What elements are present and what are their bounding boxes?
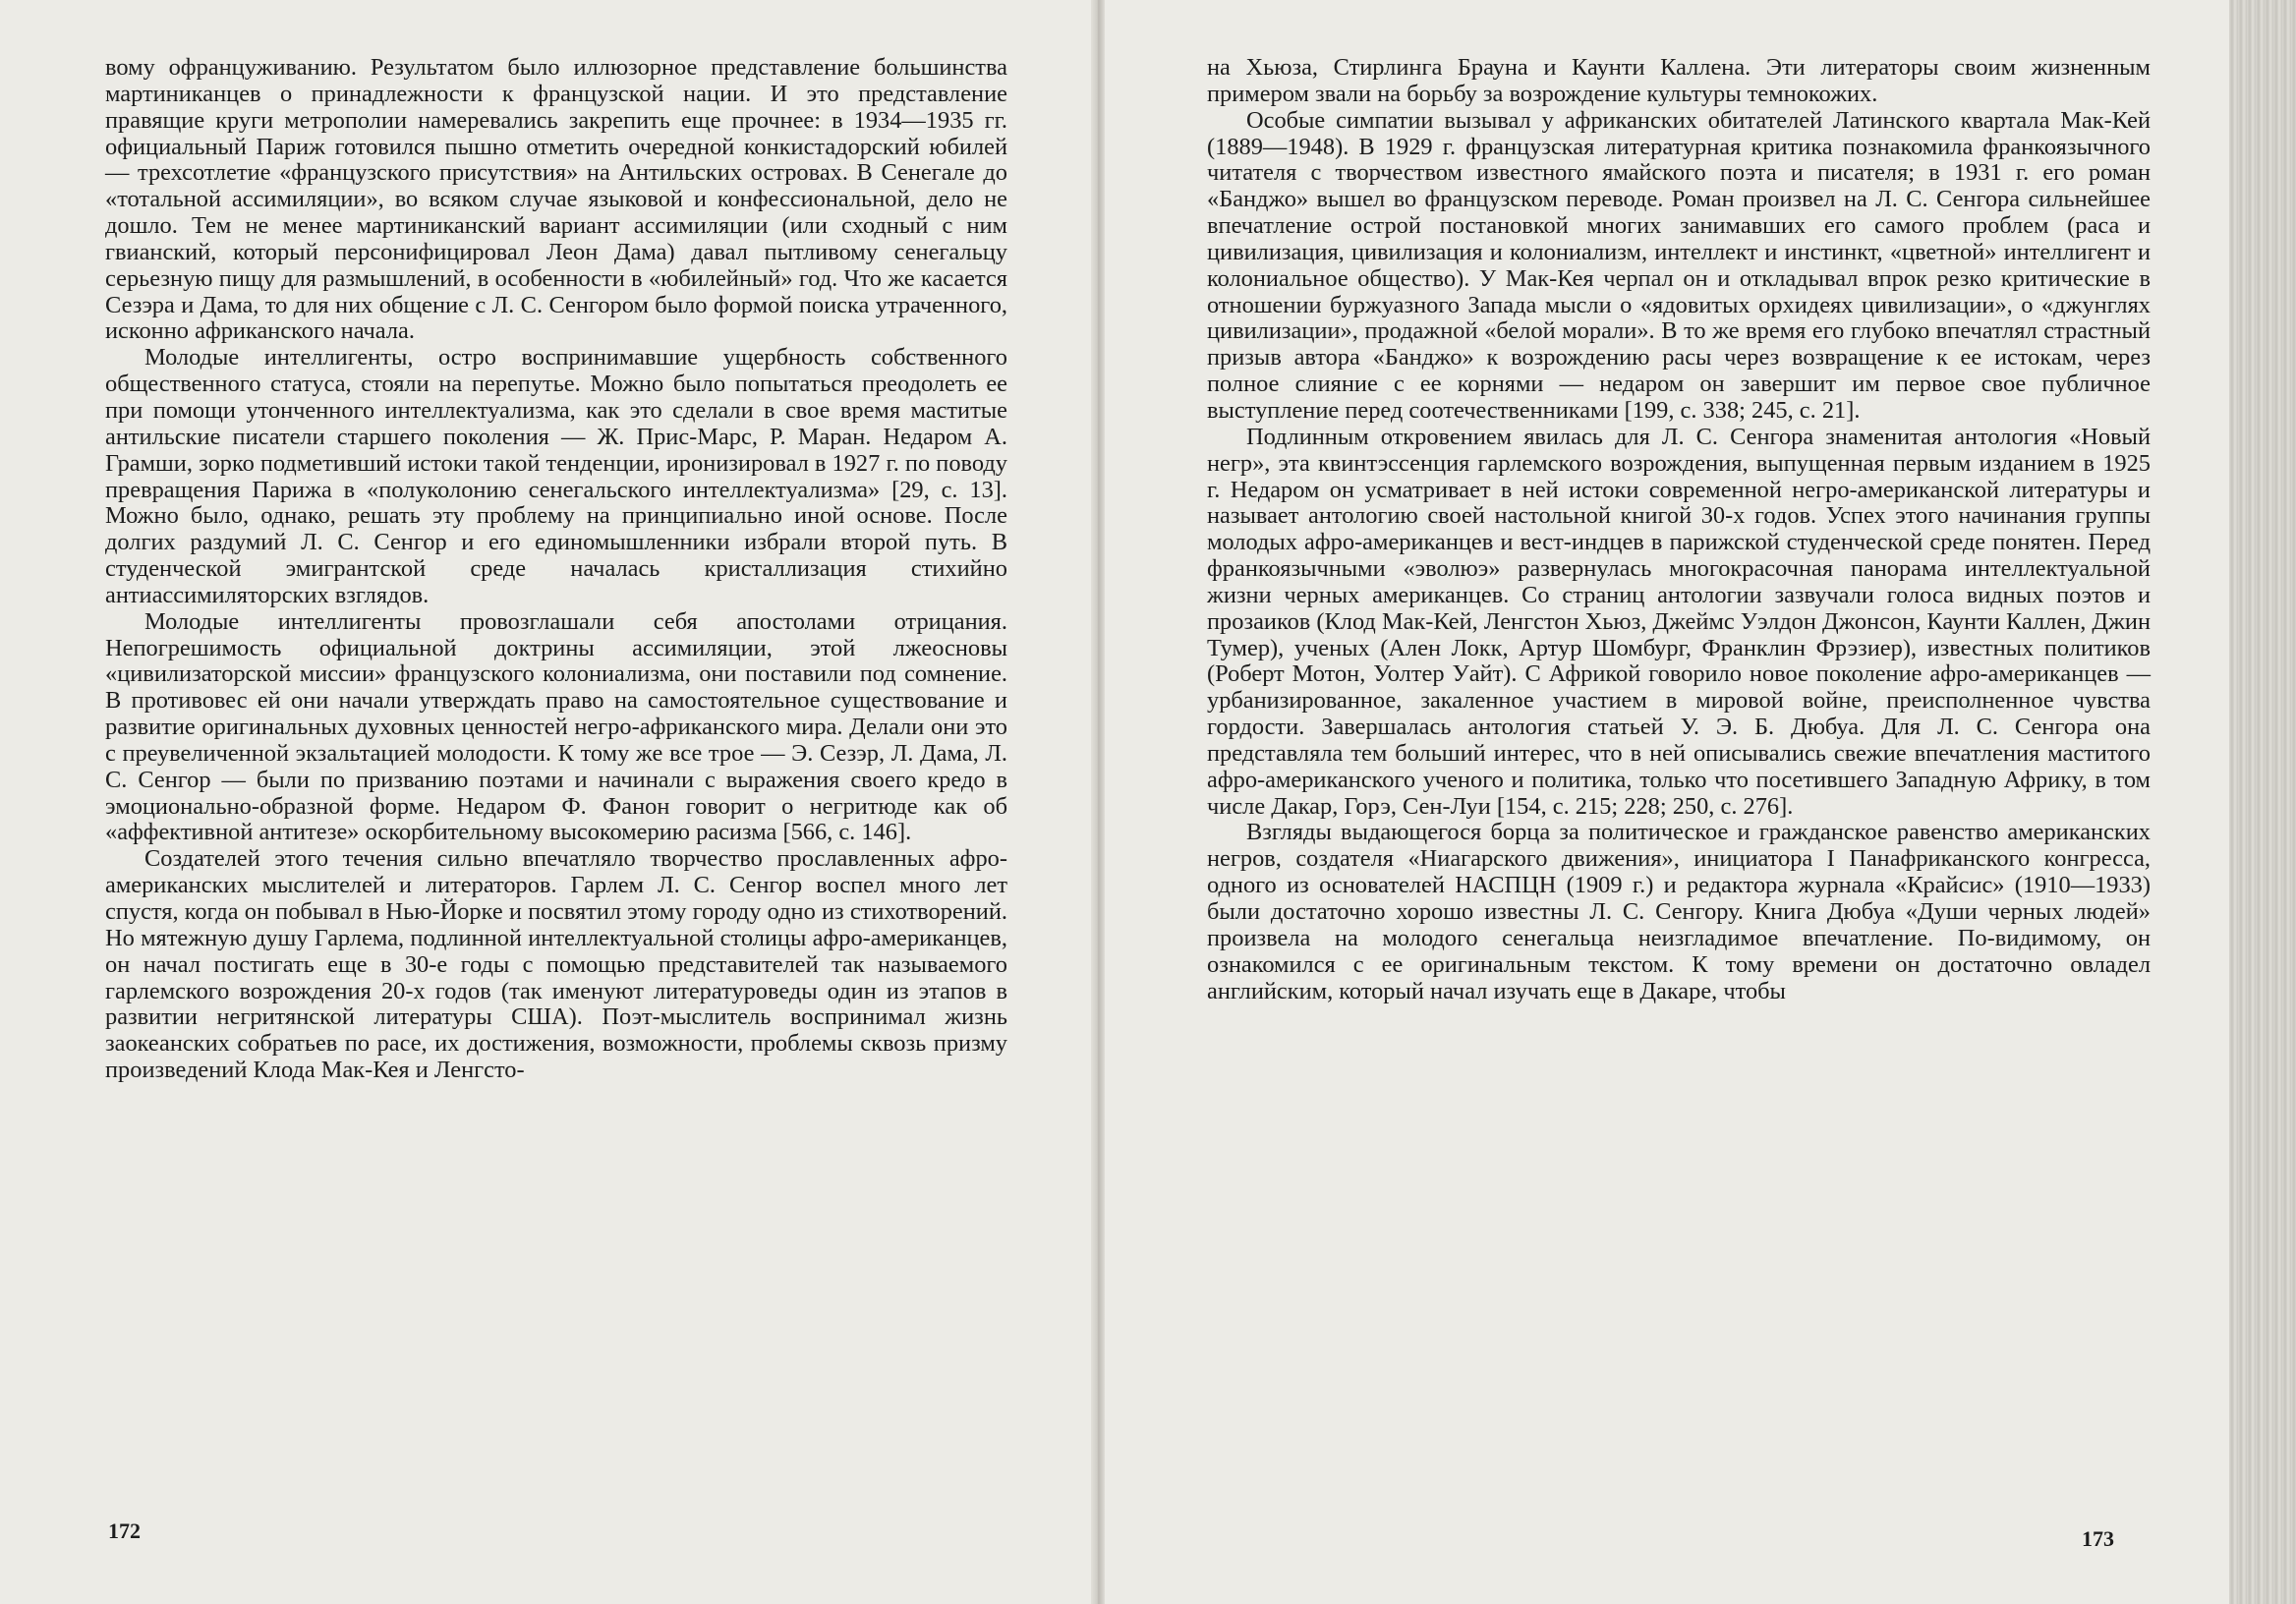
paragraph: Молодые интеллигенты провозглашали себя апостолами отрицания. Непогрешимость официальной доктрины ассимиляции, этой лжеосновы «цивилизаторской миссии» французского колониализма, они поставили под сомнение. В противовес ей они начали утверждать право на самостоятельное существование и развитие оригинальных духовных ценностей негро-африканского мира. Делали они это с преувеличенной экзальтацией молодости. К тому же все трое — Э. Сезэр, Л. Дама, Л. С. Сенгор — были по призванию поэтами и начинали с выражения своего кредо в эмоционально-образной форме. Недаром Ф. Фанон говорит о негритюде как об «аффективной антитезе» оскорбительному высокомерию расизма [566, с. 146]. <box>105 607 1007 846</box>
page-number-left: 172 <box>108 1518 141 1543</box>
paragraph: на Хьюза, Стирлинга Брауна и Каунти Каллена. Эти литераторы своим жизненным примером звали на борьбу за возрождение культуры темнокожих. <box>1207 54 2151 107</box>
paragraph: Особые симпатии вызывал у африканских обитателей Латинского квартала Мак-Кей (1889—1948). В 1929 г. французская литературная критика познакомила франкоязычного читателя с творчеством известного ямайского поэта и писателя; в 1931 г. его роман «Банджо» вышел во французском переводе. Роман произвел на Л. С. Сенгора сильнейшее впечатление острой постановкой многих занимавших его самого проблем (раса и цивилизация, цивилизация и колониализм, интеллект и инстинкт, «цветной» интеллигент и колониальное общество). У Мак-Кея черпал он и откладывал впрок резко критические в отношении буржуазного Запада мысли о «ядовитых орхидеях цивилизации», о «джунглях цивилизации», продажной «белой морали». В то же время его глубоко впечатлял страстный призыв автора «Банджо» к возрождению расы через возвращение к ее истокам, через полное слияние с ее корнями — недаром он завершит им первое свое публичное выступление перед соотечественниками [199, с. 338; 245, с. 21]. <box>1207 106 2151 424</box>
right-page-text <box>1207 55 2151 1004</box>
paragraph: Молодые интеллигенты, остро воспринимавшие ущербность собственного общественного статуса, стояли на перепутье. Можно было попытаться преодолеть ее при помощи утонченного интеллектуализма, как это сделали в свое время маститые антильские писатели старшего поколения — Ж. Прис-Марс, Р. Маран. Недаром А. Грамши, зорко подметивший истоки такой тенденции, иронизировал в 1927 г. по поводу превращения Парижа в «полуколонию сенегальского интеллектуализма» [29, с. 13]. Можно было, однако, решать эту проблему на принципиально иной основе. После долгих раздумий Л. С. Сенгор и его единомышленники избрали второй путь. В студенческой эмигрантской среде началась кристаллизация стихийно антиассимиляторских взглядов. <box>105 344 1007 608</box>
left-page-text <box>105 55 1007 1084</box>
right-page <box>1099 0 2229 1604</box>
paragraph: Подлинным откровением явилась для Л. С. Сенгора знаменитая антология «Новый негр», эта квинтэссенция гарлемского возрождения, выпущенная первым изданием в 1925 г. Недаром он усматривает в ней истоки современной негро-американской литературы и называет антологию своей настольной книгой 30-х годов. Успех этого начинания группы молодых афро-американцев и вест-индцев в парижской студенческой среде понятен. Перед франкоязычными «эволюэ» развернулась многокрасочная панорама интеллектуальной жизни черных американцев. Со страниц антологии зазвучали голоса видных поэтов и прозаиков (Клод Мак-Кей, Ленгстон Хьюз, Джеймс Уэлдон Джонсон, Каунти Каллен, Джин Тумер), ученых (Ален Локк, Артур Шомбург, Франклин Фрэзиер), известных политиков (Роберт Мотон, Уолтер Уайт). С Африкой говорило новое поколение афро-американцев — урбанизированное, закаленное участием в мировой войне, преисполненное чувства гордости. Завершалась антология статьей У. Э. Б. Дюбуа. Для Л. С. Сенгора она представляла тем больший интерес, что в ней описывались свежие впечатления маститого афро-американского ученого и политика, только что посетившего Западную Африку, в том числе Дакар, Горэ, Сен-Луи [154, с. 215; 228; 250, с. 276]. <box>1207 423 2152 820</box>
paragraph: вому офранцуживанию. Результатом было иллюзорное представление большинства мартиниканцев о принадлежности к французской нации. И это представление правящие круги метрополии намеревались закрепить еще прочнее: в 1934—1935 гг. официальный Париж готовился пышно отметить очередной конкистадорский юбилей — трехсотлетие «французского присутствия» на Антильских островах. В Сенегале до «тотальной ассимиляции», во всяком случае языковой и конфессиональной, дело не дошло. Тем не менее мартиниканский вариант ассимиляции (или сходный с ним гвианский, который персонифицировал Леон Дама) давал пытливому сенегальцу серьезную пищу для размышлений, в особенности в «юбилейный» год. Что же касается Сезэра и Дама, то для них общение с Л. С. Сенгором было формой поиска утраченного, исконно африканского начала. <box>105 54 1007 345</box>
page-edge-stack <box>2229 0 2296 1604</box>
paragraph: Создателей этого течения сильно впечатляло творчество прославленных афро-американских мыслителей и литераторов. Гарлем Л. С. Сенгор воспел много лет спустя, когда он побывал в Нью-Йорке и посвятил этому городу одно из стихотворений. Но мятежную душу Гарлема, подлинной интеллектуальной столицы афро-американцев, он начал постигать еще в 30-е годы с помощью представителей так называемого гарлемского возрождения 20-х годов (так именуют литературоведы один из этапов в развитии негритянской литературы США). Поэт-мыслитель воспринимал жизнь заокеанских собратьев по расе, их достижения, возможности, проблемы сквозь призму произведений Клода Мак-Кея и Ленгсто- <box>105 845 1007 1084</box>
left-page <box>0 0 1099 1604</box>
page-number-right: 173 <box>2082 1526 2114 1551</box>
paragraph: Взгляды выдающегося борца за политическое и гражданское равенство американских негров, создателя «Ниагарского движения», инициатора I Панафриканского конгресса, одного из основателей НАСПЦН (1909 г.) и редактора журнала «Крайсис» (1910—1933) были достаточно хорошо известны Л. С. Сенгору. Книга Дюбуа «Души черных людей» произвела на молодого сенегальца неизгладимое впечатление. По-видимому, он ознакомился с ее оригинальным текстом. К тому времени он достаточно овладел английским, который начал изучать еще в Дакаре, чтобы <box>1207 819 2151 1004</box>
